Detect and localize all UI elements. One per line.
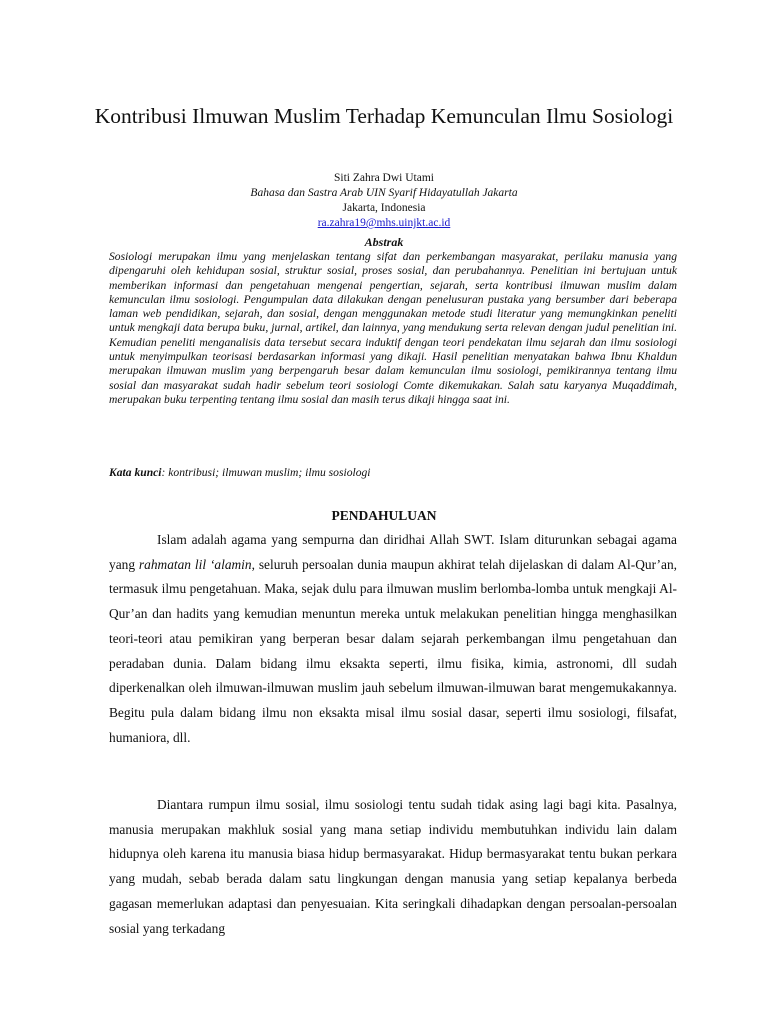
paragraph-1-italic-term: rahmatan lil ‘alamin — [138, 556, 252, 572]
body-paragraph-2: Diantara rumpun ilmu sosial, ilmu sosiologi tentu sudah tidak asing lagi bagi kita. Pasalnya, manusia merupakan makhluk sosial yang mana setiap individu membutuhkan individu lain dalam hidupnya oleh karena itu manusia biasa hidup bermasyarakat. Hidup bermasyarakat tentu bukan perkara yang mudah, sebab berada dalam satu lingkungan dengan manusia yang setiap kepalanya berbeda gagasan memerlukan adaptasi dan penyesuaian. Kita seringkali dihadapkan dengan persoalan-persoalan sosial yang terkadang — [109, 797, 677, 936]
keywords-line — [109, 466, 677, 480]
keywords-label: Kata kunci — [109, 466, 162, 479]
keywords-text: : kontribusi; ilmuwan muslim; ilmu sosiologi — [161, 466, 371, 479]
author-location: Jakarta, Indonesia — [342, 202, 426, 214]
section-heading-pendahuluan: PENDAHULUAN — [331, 508, 437, 523]
paragraph-1-part-a: Islam adalah agama yang sempurna dan diridhai Allah SWT. Islam diturunkan sebagai agama yang — [109, 532, 677, 572]
body-paragraph-1 — [109, 528, 677, 750]
abstract-heading: Abstrak — [364, 235, 404, 249]
abstract-text: Sosiologi merupakan ilmu yang menjelaskan tentang sifat dan perkembangan masyarakat, perilaku manusia yang dipengaruhi oleh kehidupan sosial, struktur sosial, proses sosial, dan perubahannya. Penelitian ini bertujuan untuk memberikan informasi dan pengetahuan mengenai pengertian, sejarah, serta kontribusi ilmuwan muslim dalam kemunculan ilmu sosiologi. Pengumpulan data dilakukan dengan penelusuran pustaka yang bersumber dari beberapa laman web pendidikan, sejarah, dan sosial, dengan menggunakan metode studi literatur yang memungkinkan peneliti untuk mengkaji data berupa buku, jurnal, artikel, dan lainnya, yang mendukung serta relevan dengan judul penelitian ini. Kemudian peneliti menganalisis data tersebut secara induktif dengan teori pendekatan ilmu sejarah dan ilmu sosiologi untuk menyimpulkan teorisasi berdasarkan informasi yang dikaji. Hasil penelitian menyatakan bahwa Ibnu Khaldun merupakan ilmuwan muslim yang berpengaruh besar dalam kemunculan ilmu sosiologi, pemikirannya tentang ilmu sosial dan masyarakat sudah hadir sebelum teori sosiologi Comte dikemukakan. Salah satu karyanya Muqaddimah, merupakan buku terpenting tentang ilmu sosial dan masih terus dikaji hingga saat ini. — [109, 250, 677, 406]
author-email-link[interactable]: ra.zahra19@mhs.uinjkt.ac.id — [317, 217, 451, 229]
paper-title: Kontribusi Ilmuwan Muslim Terhadap Kemunculan Ilmu Sosiologi — [94, 104, 674, 128]
author-affiliation: Bahasa dan Sastra Arab UIN Syarif Hidayatullah Jakarta — [250, 187, 518, 199]
author-name: Siti Zahra Dwi Utami — [334, 172, 434, 184]
paragraph-1-part-b: , seluruh persoalan dunia maupun akhirat telah dijelaskan di dalam Al-Qur’an, termasuk ilmu pengetahuan. Maka, sejak dulu para ilmuwan muslim berlomba-lomba untuk mengkaji Al-Qur’an dan hadits yang kemudian menuntun mereka untuk melakukan penelitian hingga menghasilkan teori-teori atau pemikiran yang berperan besar dalam sejarah perkembangan ilmu pengetahuan dan peradaban dunia. Dalam bidang ilmu eksakta seperti, ilmu fisika, kimia, astronomi, dll sudah diperkenalkan oleh ilmuwan-ilmuwan muslim jauh sebelum ilmuwan-ilmuwan barat mengemukakannya. Begitu pula dalam bidang ilmu non eksakta misal ilmu sosial dasar, seperti ilmu sosiologi, filsafat, humaniora, dll. — [109, 556, 677, 745]
author-block — [90, 171, 678, 231]
